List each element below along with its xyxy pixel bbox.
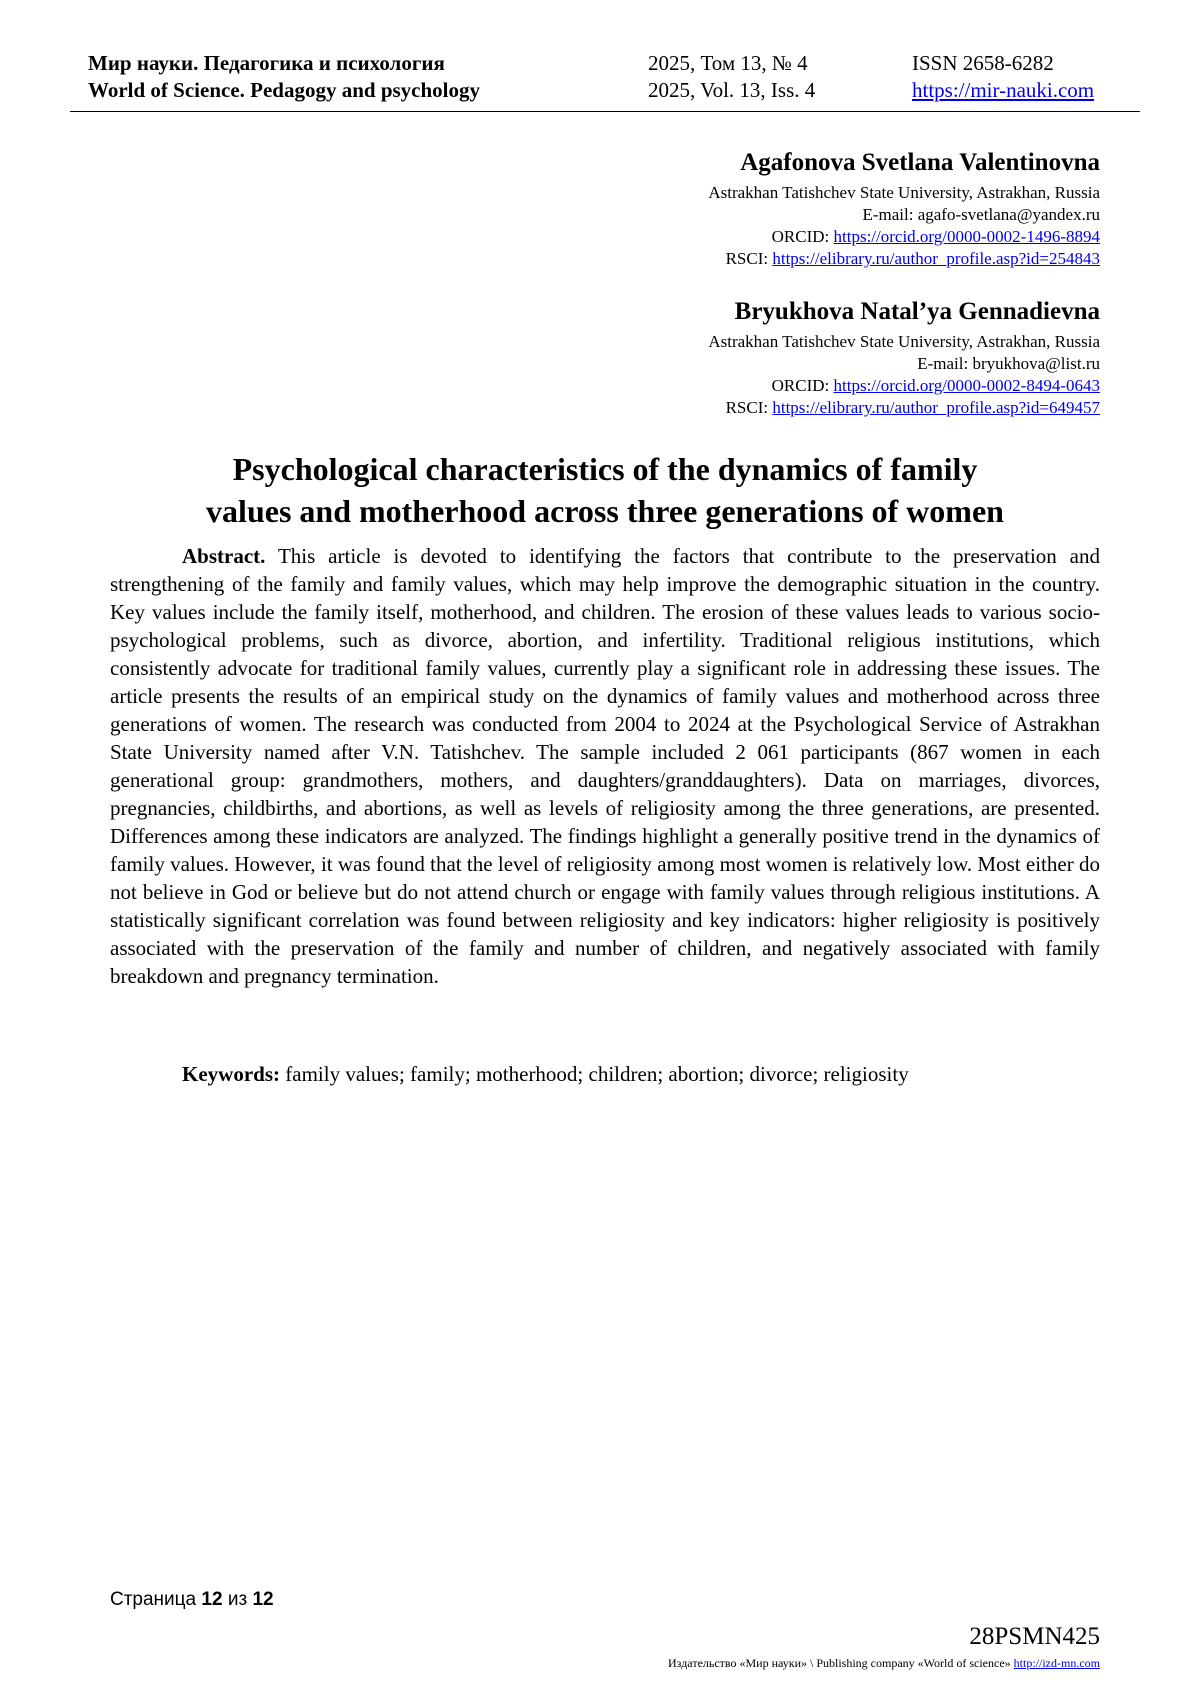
title-line: values and motherhood across three generations of women	[206, 493, 1004, 529]
journal-issue	[648, 50, 815, 104]
keywords-text: family values; family; motherhood; children; abortion; divorce; religiosity	[285, 1062, 909, 1086]
page-number	[110, 1588, 274, 1612]
issue-ru: 2025, Том 13, № 4	[648, 51, 808, 75]
keywords-label: Keywords:	[182, 1062, 280, 1086]
author-rsci-line	[708, 248, 1100, 270]
orcid-link[interactable]: https://orcid.org/0000-0002-1496-8894	[833, 227, 1100, 246]
abstract	[110, 542, 1100, 990]
author-name: Bryukhova Natal’ya Gennadievna	[734, 298, 1100, 325]
author-affiliation: Astrakhan Tatishchev State University, Astrakhan, Russia	[708, 183, 1100, 202]
author-block	[708, 295, 1100, 419]
author-orcid-line	[708, 375, 1100, 397]
journal-name-ru: Мир науки. Педагогика и психология	[88, 51, 445, 75]
author-rsci-line	[708, 397, 1100, 419]
rsci-label: RSCI:	[725, 249, 769, 268]
author-email: agafo-svetlana@yandex.ru	[917, 205, 1100, 224]
author-email-line	[708, 204, 1100, 226]
orcid-link[interactable]: https://orcid.org/0000-0002-8494-0643	[833, 376, 1100, 395]
rsci-link[interactable]: https://elibrary.ru/author_profile.asp?id=254843	[772, 249, 1100, 268]
journal-site-link[interactable]: https://mir-nauki.com	[912, 78, 1095, 102]
journal-header	[70, 50, 1140, 112]
author-email: bryukhova@list.ru	[972, 354, 1100, 373]
issue-en: 2025, Vol. 13, Iss. 4	[648, 78, 816, 102]
orcid-label: ORCID:	[771, 376, 830, 395]
rsci-label: RSCI:	[725, 398, 769, 417]
author-orcid-line	[708, 226, 1100, 248]
author-block	[708, 146, 1100, 270]
email-label: E-mail:	[917, 354, 969, 373]
article-code: 28PSMN425	[969, 1623, 1100, 1650]
publisher-line	[668, 1655, 1100, 1671]
orcid-label: ORCID:	[771, 227, 830, 246]
author-email-line	[708, 353, 1100, 375]
abstract-text: This article is devoted to identifying the factors that contribute to the preservation and strengthening of the family and family values, which may help improve the demographic situation in the country. Key values include the family itself, motherhood, and children. The erosion of these values leads to various socio-psychological problems, such as divorce, abortion, and infertility. Traditional religious institutions, which consistently advocate for traditional family values, currently play a significant role in addressing these issues. The article presents the results of an empirical study on the dynamics of family values and motherhood across three generations of women. The research was conducted from 2004 to 2024 at the Psychological Service of Astrakhan State University named after V.N. Tatishchev. The sample included 2 061 participants (867 women in each generational group: grandmothers, mothers, and daughters/granddaughters). Data on marriages, divorces, pregnancies, childbirths, and abortions, as well as levels of religiosity among the three generations, are presented. Differences among these indicators are analyzed. The findings highlight a generally positive trend in the dynamics of family values. However, it was found that the level of religiosity among most women is relatively low. Most either do not believe in God or believe but do not attend church or engage with family values through religious institutions. A statistically significant correlation was found between religiosity and key indicators: higher religiosity is positively associated with the preservation of the family and number of children, and negatively associated with family breakdown and pregnancy termination.	[110, 544, 1100, 988]
page-current: 12	[201, 1589, 223, 1610]
page-total: 12	[252, 1589, 274, 1610]
rsci-link[interactable]: https://elibrary.ru/author_profile.asp?id=649457	[772, 398, 1100, 417]
author-affiliation: Astrakhan Tatishchev State University, Astrakhan, Russia	[708, 332, 1100, 351]
email-label: E-mail:	[862, 205, 914, 224]
page-word: Страница	[110, 1589, 197, 1610]
keywords	[182, 1060, 909, 1088]
journal-name-en: World of Science. Pedagogy and psychology	[88, 78, 481, 102]
article-title	[110, 448, 1100, 532]
page-of: из	[227, 1589, 248, 1610]
publisher-link[interactable]: http://izd-mn.com	[1013, 1656, 1100, 1670]
author-name: Agafonova Svetlana Valentinovna	[740, 149, 1100, 176]
journal-name	[88, 50, 480, 104]
issn: ISSN 2658-6282	[912, 51, 1054, 75]
abstract-label: Abstract.	[182, 544, 266, 568]
journal-ids	[912, 50, 1094, 104]
publisher-text: Издательство «Мир науки» \ Publishing company «World of science»	[668, 1656, 1011, 1670]
title-line: Psychological characteristics of the dynamics of family	[232, 451, 978, 487]
